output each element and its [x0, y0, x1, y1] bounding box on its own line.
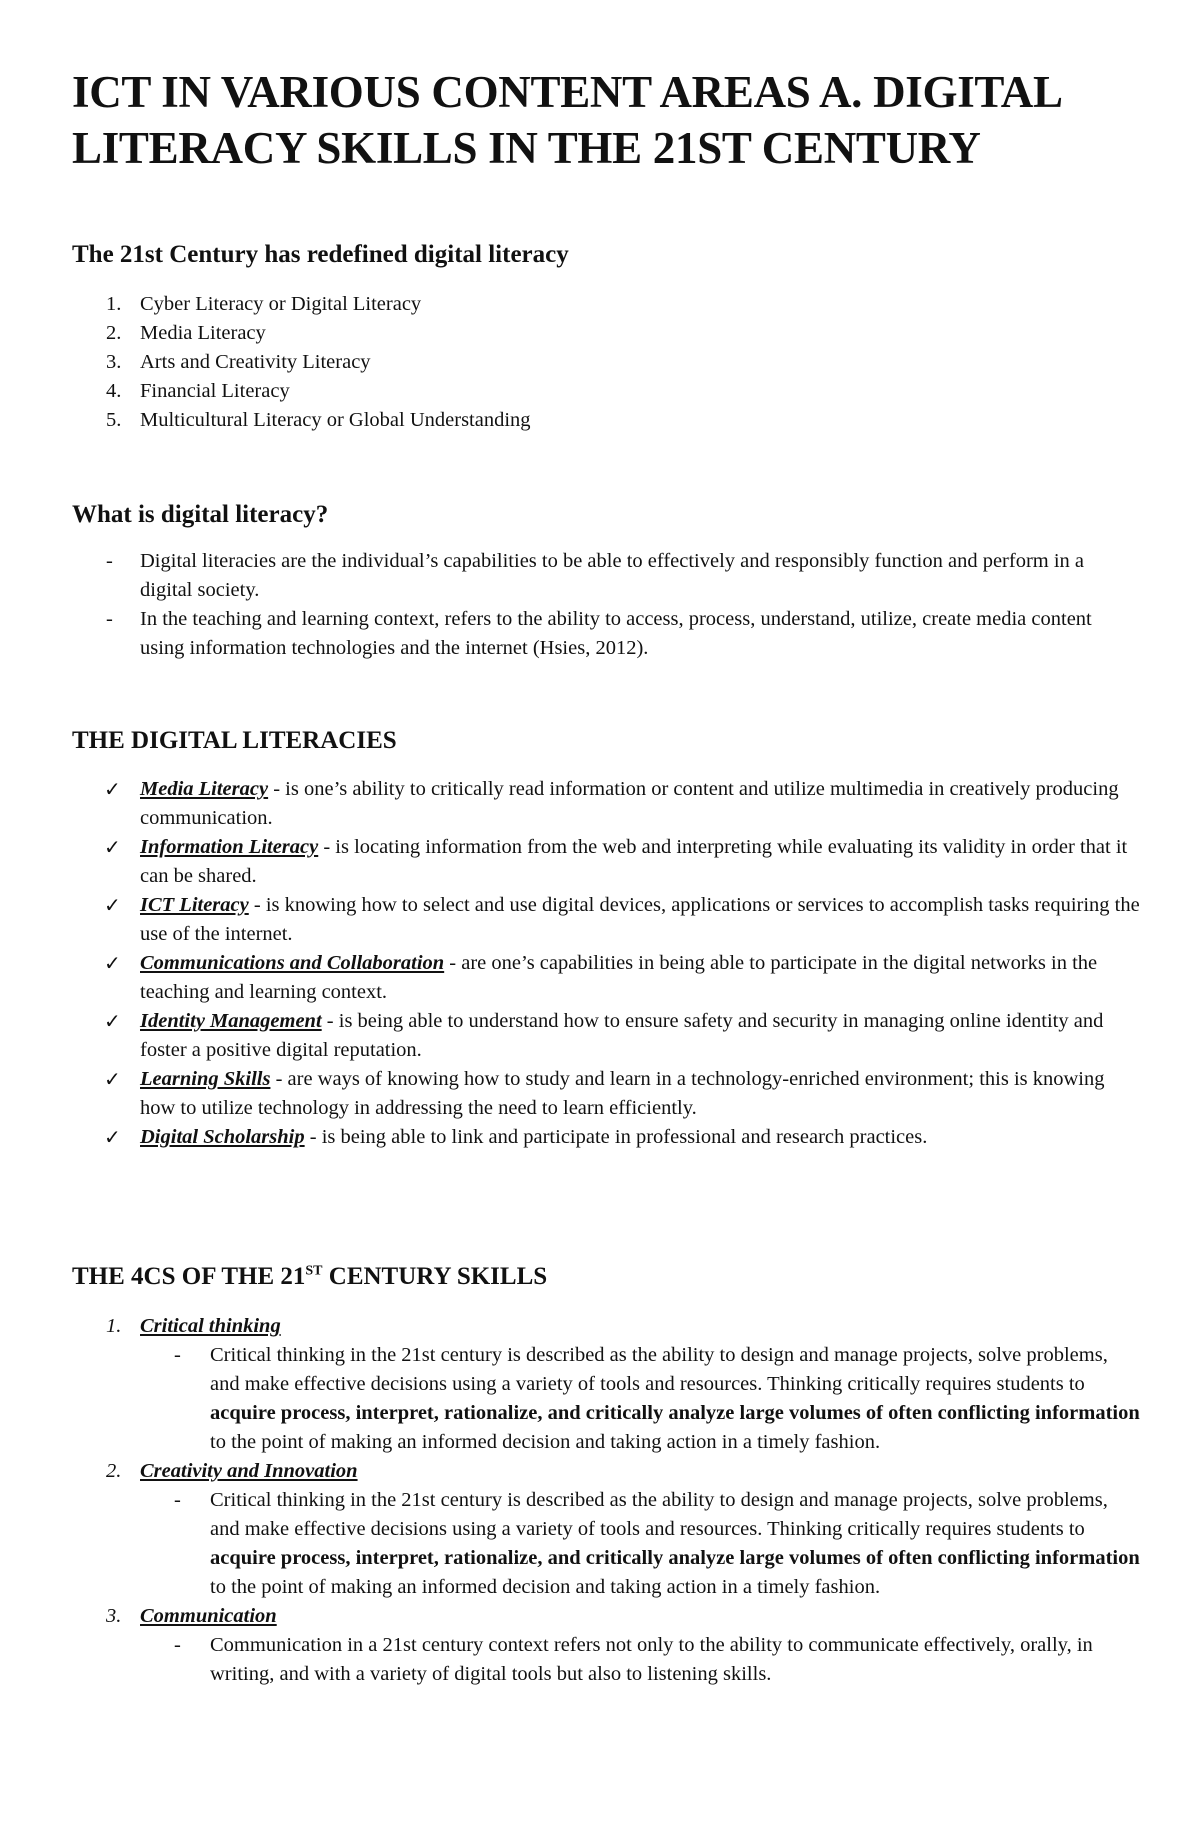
list-number: 3. — [106, 1605, 122, 1627]
skill-text: to the point of making an informed decision and taking action in a timely fashion. — [210, 1576, 881, 1598]
literacy-description: - is one’s ability to critically read information or content and utilize multimedia in creatively producing communication. — [140, 778, 1119, 829]
checkmark-icon: ✓ — [104, 777, 121, 801]
literacy-term: ICT Literacy — [140, 894, 249, 916]
literacy-term: Information Literacy — [140, 836, 319, 858]
checkmark-icon: ✓ — [104, 1067, 121, 1091]
list-item — [174, 1486, 1140, 1602]
list-item — [174, 1631, 1140, 1689]
list-item — [104, 1007, 1140, 1065]
list-item — [106, 348, 1140, 377]
digital-literacies-list — [104, 775, 1140, 1152]
literacy-term: Identity Management — [140, 1010, 322, 1032]
dash-bullet: - — [106, 608, 113, 630]
list-item — [104, 949, 1140, 1007]
dash-bullet: - — [174, 1344, 181, 1366]
literacy-term: Digital Scholarship — [140, 1126, 305, 1148]
list-item — [106, 547, 1140, 605]
list-item-text: In the teaching and learning context, refers to the ability to access, process, understand, utilize, create media content using information technologies and the internet (Hsies, 2012). — [140, 608, 1092, 659]
literacy-term: Communications and Collaboration — [140, 952, 445, 974]
skill-item — [106, 1312, 1140, 1457]
checkmark-icon: ✓ — [104, 951, 121, 975]
dash-bullet: - — [174, 1489, 181, 1511]
skill-description-list — [174, 1631, 1140, 1689]
list-item-text: Cyber Literacy or Digital Literacy — [140, 293, 422, 315]
list-item-text: Media Literacy — [140, 322, 266, 344]
list-item — [106, 290, 1140, 319]
section-heading-digital-literacies: THE DIGITAL LITERACIES — [72, 727, 397, 754]
list-item-text: Digital literacies are the individual’s capabilities to be able to effectively and responsibly function and perform in a digital society. — [140, 550, 1085, 601]
dash-bullet: - — [106, 550, 113, 572]
list-number: 2. — [106, 1460, 122, 1482]
skill-heading: Creativity and Innovation — [140, 1460, 358, 1482]
skill-item — [106, 1457, 1140, 1602]
heading-text: THE 4CS OF THE 21 — [72, 1263, 306, 1290]
checkmark-icon: ✓ — [104, 893, 121, 917]
literacy-description: - is locating information from the web and interpreting while evaluating its validity in order that it can be shared. — [140, 836, 1128, 887]
four-cs-list — [106, 1312, 1140, 1689]
section-heading-redefined: The 21st Century has redefined digital literacy — [72, 241, 569, 268]
skill-description-list — [174, 1486, 1140, 1602]
skill-text: Communication in a 21st century context refers not only to the ability to communicate effectively, orally, in writing, and with a variety of digital tools but also to listening skills. — [210, 1634, 1093, 1685]
dash-bullet: - — [174, 1634, 181, 1656]
list-item — [106, 319, 1140, 348]
definition-list — [106, 547, 1140, 663]
literacy-term: Learning Skills — [140, 1068, 271, 1090]
list-number: 1. — [106, 293, 122, 315]
skill-item — [106, 1602, 1140, 1689]
list-number: 2. — [106, 322, 122, 344]
list-item — [104, 775, 1140, 833]
heading-text: CENTURY SKILLS — [322, 1263, 548, 1290]
section-heading-4cs — [72, 1262, 547, 1292]
list-item — [104, 1065, 1140, 1123]
checkmark-icon: ✓ — [104, 1125, 121, 1149]
literacy-types-list — [106, 290, 1140, 435]
literacy-description: - is knowing how to select and use digital devices, applications or services to accomplish tasks requiring the use of the internet. — [140, 894, 1140, 945]
list-number: 3. — [106, 351, 122, 373]
literacy-term: Media Literacy — [140, 778, 269, 800]
page-title: ICT IN VARIOUS CONTENT AREAS A. DIGITAL LITERACY SKILLS IN THE 21ST CENTURY — [72, 67, 1061, 173]
list-item — [106, 605, 1140, 663]
literacy-description: - are ways of knowing how to study and learn in a technology-enriched environment; this is knowing how to utilize technology in addressing the need to learn efficiently. — [140, 1068, 1105, 1119]
literacy-description: - is being able to understand how to ensure safety and security in managing online identity and foster a positive digital reputation. — [140, 1010, 1104, 1061]
list-item-text: Financial Literacy — [140, 380, 290, 402]
skill-text-bold: acquire process, interpret, rationalize, and critically analyze large volumes of often conflicting information — [210, 1402, 1140, 1424]
skill-text: Critical thinking in the 21st century is described as the ability to design and manage projects, solve problems, and make effective decisions using a variety of tools and resources. Thinking critically requires students to — [210, 1489, 1108, 1540]
list-item — [106, 406, 1140, 435]
checkmark-icon: ✓ — [104, 1009, 121, 1033]
section-heading-what-is: What is digital literacy? — [72, 501, 329, 528]
skill-description-list — [174, 1341, 1140, 1457]
skill-heading: Communication — [140, 1605, 277, 1627]
list-item — [104, 833, 1140, 891]
heading-superscript: ST — [305, 1263, 323, 1279]
list-number: 4. — [106, 380, 122, 402]
list-number: 5. — [106, 409, 122, 431]
literacy-description: - are one’s capabilities in being able to participate in the digital networks in the teaching and learning context. — [140, 952, 1098, 1003]
list-item — [106, 377, 1140, 406]
skill-text-bold: acquire process, interpret, rationalize, and critically analyze large volumes of often conflicting information — [210, 1547, 1140, 1569]
list-item — [174, 1341, 1140, 1457]
list-number: 1. — [106, 1315, 122, 1337]
list-item-text: Arts and Creativity Literacy — [140, 351, 371, 373]
checkmark-icon: ✓ — [104, 835, 121, 859]
skill-text: to the point of making an informed decision and taking action in a timely fashion. — [210, 1431, 881, 1453]
list-item — [104, 891, 1140, 949]
list-item-text: Multicultural Literacy or Global Understanding — [140, 409, 531, 431]
literacy-description: - is being able to link and participate in professional and research practices. — [304, 1126, 928, 1148]
skill-text: Critical thinking in the 21st century is described as the ability to design and manage projects, solve problems, and make effective decisions using a variety of tools and resources. Thinking critically requires students to — [210, 1344, 1108, 1395]
list-item — [104, 1123, 1140, 1152]
skill-heading: Critical thinking — [140, 1315, 281, 1337]
